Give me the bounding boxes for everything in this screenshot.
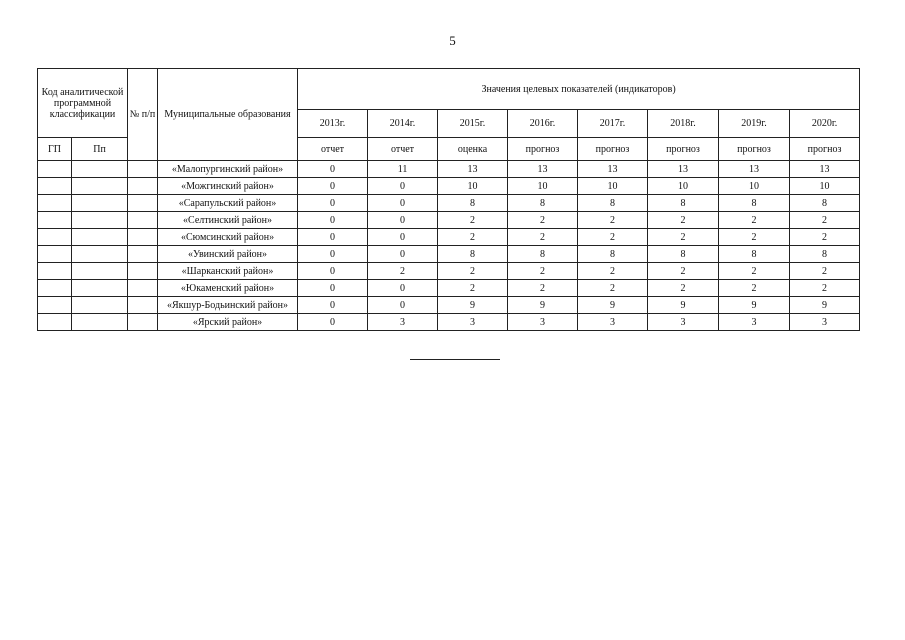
value-cell: 2 [719,280,790,297]
value-cell: 9 [719,297,790,314]
value-cell: 9 [438,297,508,314]
number-cell [128,280,158,297]
municipality-cell: «Якшур-Бодьинский район» [158,297,298,314]
value-cell: 8 [578,195,648,212]
value-cell: 2 [438,229,508,246]
table-row [38,229,860,246]
table-row [38,212,860,229]
value-cell: 2 [648,263,719,280]
number-cell [128,246,158,263]
value-cell: 2 [790,263,860,280]
header-municipality: Муниципальные образования [158,69,298,161]
header-year: 2014г. [368,110,438,138]
value-cell: 3 [508,314,578,331]
pp-cell [72,229,128,246]
value-cell: 10 [648,178,719,195]
number-cell [128,263,158,280]
table-row [38,195,860,212]
number-cell [128,297,158,314]
municipality-cell: «Сарапульский район» [158,195,298,212]
pp-cell [72,212,128,229]
value-cell: 2 [578,229,648,246]
value-cell: 13 [578,161,648,178]
municipality-cell: «Селтинский район» [158,212,298,229]
pp-cell [72,280,128,297]
gp-cell [38,314,72,331]
value-cell: 2 [578,263,648,280]
municipality-cell: «Малопургинский район» [158,161,298,178]
municipality-cell: «Сюмсинский район» [158,229,298,246]
header-year: 2017г. [578,110,648,138]
header-code-group: Код аналитической программной классификации [38,69,128,138]
header-value-type: прогноз [790,138,860,161]
number-cell [128,161,158,178]
value-cell: 2 [508,263,578,280]
gp-cell [38,297,72,314]
number-cell [128,212,158,229]
footer-divider [410,359,500,360]
value-cell: 0 [298,297,368,314]
header-gp: ГП [38,138,72,161]
value-cell: 8 [578,246,648,263]
table-row [38,178,860,195]
value-cell: 0 [368,195,438,212]
value-cell: 2 [719,212,790,229]
value-cell: 0 [298,161,368,178]
value-cell: 2 [719,263,790,280]
value-cell: 9 [578,297,648,314]
value-cell: 9 [508,297,578,314]
value-cell: 3 [368,314,438,331]
value-cell: 2 [790,280,860,297]
value-cell: 8 [719,246,790,263]
value-cell: 2 [438,212,508,229]
value-cell: 13 [719,161,790,178]
municipality-cell: «Увинский район» [158,246,298,263]
value-cell: 13 [438,161,508,178]
value-cell: 10 [438,178,508,195]
value-cell: 11 [368,161,438,178]
table-row [38,161,860,178]
page-number: 5 [449,33,456,48]
value-cell: 8 [648,246,719,263]
value-cell: 13 [790,161,860,178]
header-pp: Пп [72,138,128,161]
value-cell: 10 [719,178,790,195]
number-cell [128,195,158,212]
header-year: 2016г. [508,110,578,138]
table-row [38,297,860,314]
header-value-type: прогноз [648,138,719,161]
value-cell: 3 [438,314,508,331]
value-cell: 8 [719,195,790,212]
value-cell: 2 [508,212,578,229]
value-cell: 0 [368,246,438,263]
header-value-type: отчет [298,138,368,161]
header-values-group: Значения целевых показателей (индикаторов) [298,69,860,110]
value-cell: 13 [648,161,719,178]
pp-cell [72,263,128,280]
value-cell: 8 [508,195,578,212]
number-cell [128,229,158,246]
value-cell: 9 [790,297,860,314]
number-cell [128,178,158,195]
pp-cell [72,178,128,195]
value-cell: 0 [298,314,368,331]
pp-cell [72,246,128,263]
value-cell: 8 [508,246,578,263]
value-cell: 2 [578,212,648,229]
header-row-number: № п/п [128,69,158,161]
gp-cell [38,178,72,195]
header-year: 2020г. [790,110,860,138]
value-cell: 9 [648,297,719,314]
value-cell: 13 [508,161,578,178]
table-row [38,280,860,297]
value-cell: 8 [648,195,719,212]
header-year: 2015г. [438,110,508,138]
header-value-type: прогноз [508,138,578,161]
pp-cell [72,161,128,178]
value-cell: 0 [298,178,368,195]
value-cell: 0 [298,229,368,246]
pp-cell [72,314,128,331]
value-cell: 8 [438,195,508,212]
value-cell: 0 [368,229,438,246]
number-cell [128,314,158,331]
gp-cell [38,195,72,212]
value-cell: 2 [648,280,719,297]
gp-cell [38,161,72,178]
value-cell: 2 [648,229,719,246]
gp-cell [38,212,72,229]
value-cell: 2 [368,263,438,280]
value-cell: 0 [368,297,438,314]
pp-cell [72,195,128,212]
value-cell: 3 [790,314,860,331]
value-cell: 2 [648,212,719,229]
value-cell: 2 [508,229,578,246]
value-cell: 0 [368,280,438,297]
pp-cell [72,297,128,314]
value-cell: 8 [790,246,860,263]
value-cell: 3 [719,314,790,331]
gp-cell [38,246,72,263]
value-cell: 2 [790,212,860,229]
value-cell: 3 [648,314,719,331]
table-row [38,314,860,331]
gp-cell [38,263,72,280]
value-cell: 8 [790,195,860,212]
municipality-cell: «Юкаменский район» [158,280,298,297]
municipality-cell: «Можгинский район» [158,178,298,195]
value-cell: 0 [298,263,368,280]
table-row [38,246,860,263]
header-year: 2019г. [719,110,790,138]
header-value-type: прогноз [578,138,648,161]
value-cell: 0 [298,280,368,297]
value-cell: 3 [578,314,648,331]
header-year: 2018г. [648,110,719,138]
header-value-type: оценка [438,138,508,161]
value-cell: 0 [298,246,368,263]
table-header [38,69,860,161]
header-value-type: отчет [368,138,438,161]
value-cell: 2 [790,229,860,246]
value-cell: 0 [298,212,368,229]
table-body [38,161,860,331]
gp-cell [38,280,72,297]
value-cell: 8 [438,246,508,263]
value-cell: 10 [790,178,860,195]
header-year: 2013г. [298,110,368,138]
value-cell: 0 [368,212,438,229]
municipality-cell: «Шарканский район» [158,263,298,280]
value-cell: 2 [719,229,790,246]
value-cell: 0 [368,178,438,195]
value-cell: 2 [578,280,648,297]
value-cell: 2 [438,280,508,297]
value-cell: 10 [578,178,648,195]
gp-cell [38,229,72,246]
indicators-table [37,68,860,331]
value-cell: 2 [508,280,578,297]
value-cell: 10 [508,178,578,195]
municipality-cell: «Ярский район» [158,314,298,331]
value-cell: 2 [438,263,508,280]
table-row [38,263,860,280]
header-value-type: прогноз [719,138,790,161]
value-cell: 0 [298,195,368,212]
